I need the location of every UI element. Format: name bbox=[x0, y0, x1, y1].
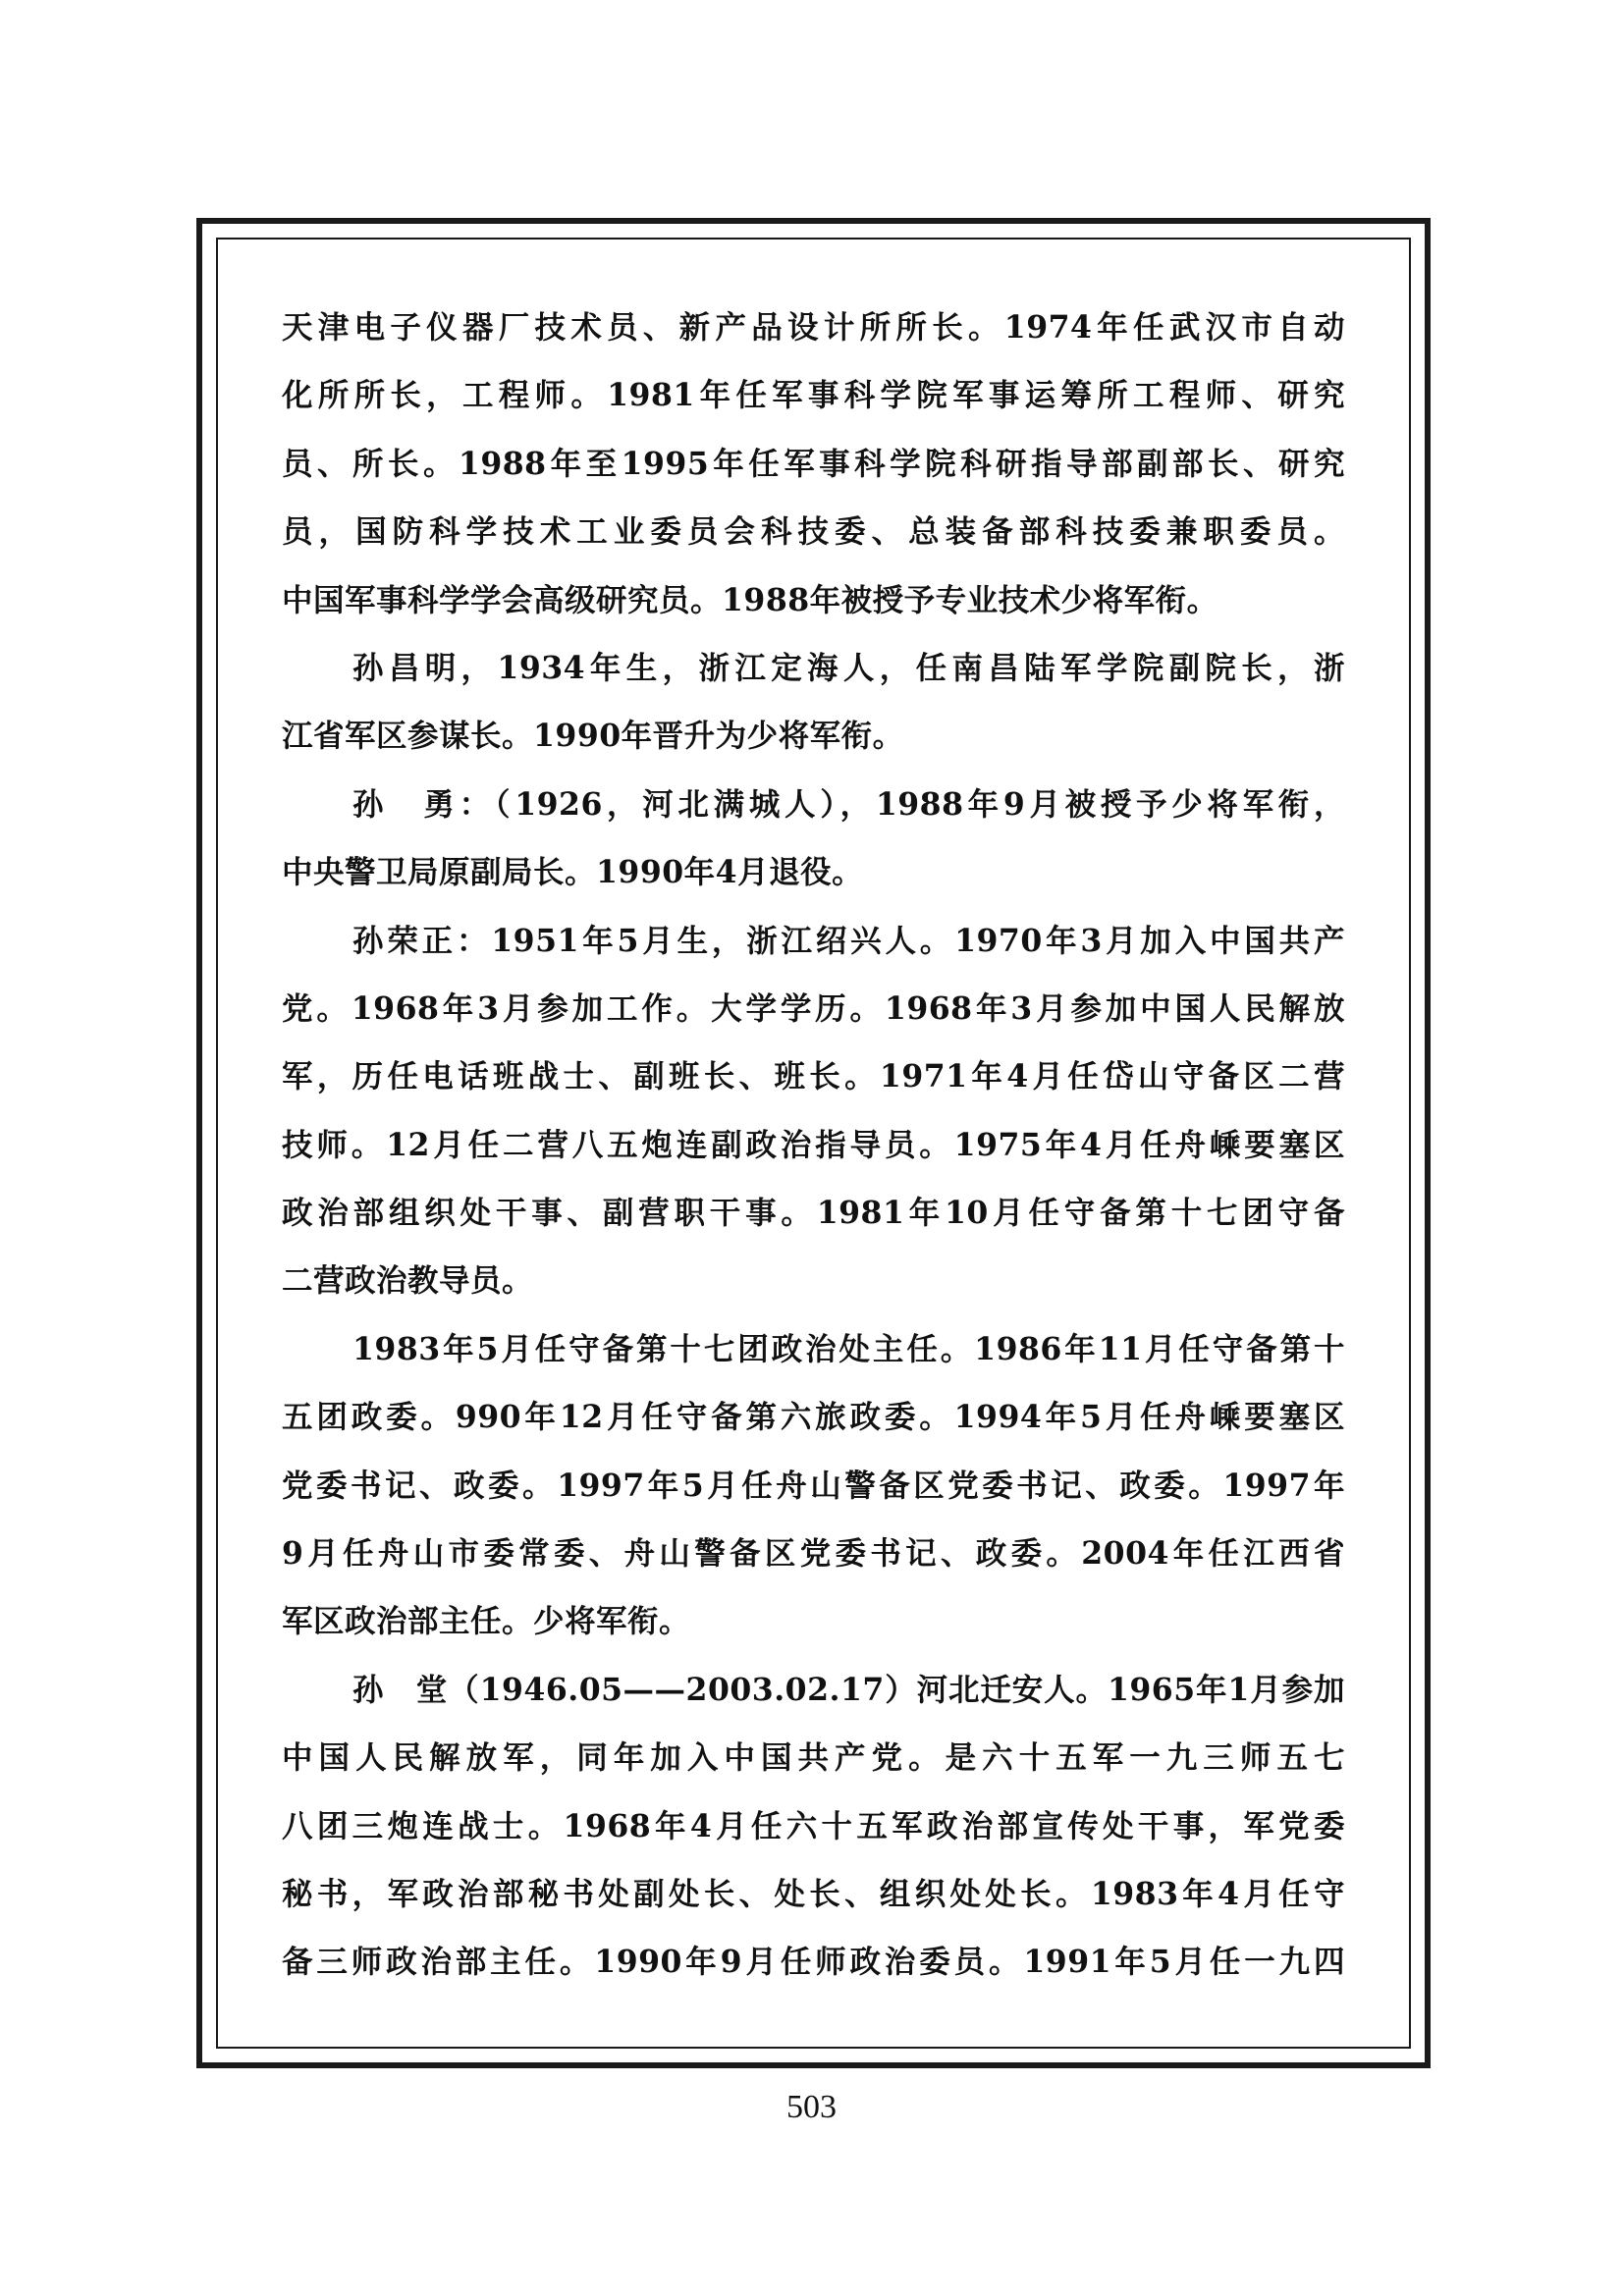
text-line: 党委书记、政委。1997年5月任舟山警备区党委书记、政委。1997年 bbox=[282, 1467, 1345, 1504]
text-line: 党。1968年3月参加工作。大学学历。1968年3月参加中国人民解放 bbox=[282, 989, 1345, 1027]
text-line: 中国军事科学学会高级研究员。1988年被授予专业技术少将军衔。 bbox=[282, 581, 1218, 618]
text-line: 军区政治部主任。少将军衔。 bbox=[282, 1603, 691, 1640]
paragraph-6 bbox=[282, 1656, 1345, 1997]
paragraph-1 bbox=[282, 294, 1345, 634]
text-line: 中央警卫局原副局长。1990年4月退役。 bbox=[282, 854, 864, 891]
text-line: 员，国防科学技术工业委员会科技委、总装备部科技委兼职委员。 bbox=[282, 513, 1345, 551]
text-line: 化所所长，工程师。1981年任军事科学院军事运筹所工程师、研究 bbox=[282, 377, 1345, 414]
paragraph-5 bbox=[282, 1315, 1345, 1656]
text-line: 备三师政治部主任。1990年9月任师政治委员。1991年5月任一九四 bbox=[282, 1944, 1345, 1981]
text-line: 孙 勇：（1926，河北满城人），1988年9月被授予少将军衔， bbox=[352, 785, 1345, 823]
text-line: 员、所长。1988年至1995年任军事科学院科研指导部副部长、研究 bbox=[282, 445, 1345, 482]
text-line: 1983年5月任守备第十七团政治处主任。1986年11月任守备第十 bbox=[352, 1330, 1345, 1367]
text-line: 孙荣正：1951年5月生，浙江绍兴人。1970年3月加入中国共产 bbox=[352, 922, 1345, 959]
paragraph-3 bbox=[282, 771, 1345, 907]
text-line: 9月任舟山市委常委、舟山警备区党委书记、政委。2004年任江西省 bbox=[282, 1535, 1345, 1573]
paragraph-2 bbox=[282, 634, 1345, 771]
body-text bbox=[282, 294, 1345, 1997]
text-line: 军，历任电话班战士、副班长、班长。1971年4月任岱山守备区二营 bbox=[282, 1058, 1345, 1095]
text-line: 孙昌明，1934年生，浙江定海人，任南昌陆军学院副院长，浙 bbox=[352, 649, 1345, 686]
text-line: 二营政治教导员。 bbox=[282, 1262, 534, 1300]
paragraph-4 bbox=[282, 907, 1345, 1315]
text-line: 中国人民解放军，同年加入中国共产党。是六十五军一九三师五七 bbox=[282, 1739, 1345, 1777]
text-line: 五团政委。990年12月任守备第六旅政委。1994年5月任舟嵊要塞区 bbox=[282, 1399, 1345, 1436]
page-number: 503 bbox=[786, 2089, 837, 2125]
text-line: 孙 堂（1946.05——2003.02.17）河北迁安人。1965年1月参加 bbox=[352, 1671, 1345, 1708]
text-line: 政治部组织处干事、副营职干事。1981年10月任守备第十七团守备 bbox=[282, 1195, 1345, 1232]
text-line: 技师。12月任二营八五炮连副政治指导员。1975年4月任舟嵊要塞区 bbox=[282, 1126, 1345, 1163]
text-line: 江省军区参谋长。1990年晋升为少将军衔。 bbox=[282, 718, 904, 755]
text-line: 八团三炮连战士。1968年4月任六十五军政治部宣传处干事，军党委 bbox=[282, 1807, 1345, 1844]
text-line: 天津电子仪器厂技术员、新产品设计所所长。1974年任武汉市自动 bbox=[282, 309, 1345, 346]
text-line: 秘书，军政治部秘书处副处长、处长、组织处处长。1983年4月任守 bbox=[282, 1875, 1345, 1912]
